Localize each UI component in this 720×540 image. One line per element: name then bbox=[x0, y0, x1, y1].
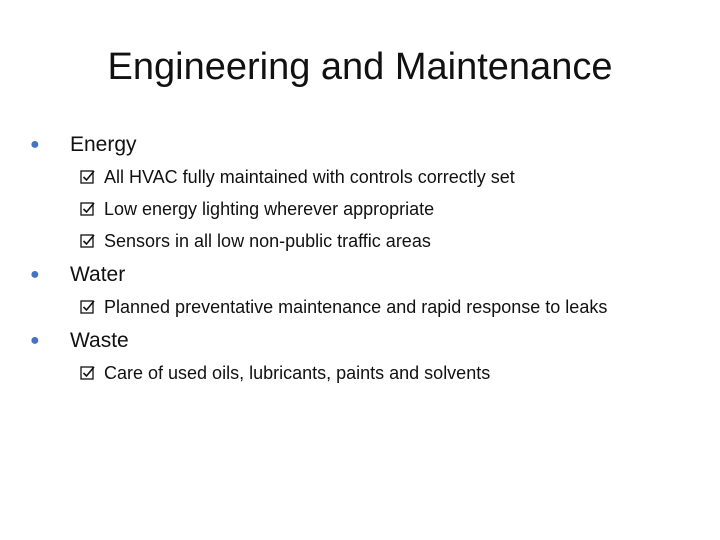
bullet-dot-icon: ● bbox=[30, 136, 40, 153]
item-text: All HVAC fully maintained with controls correctly set bbox=[104, 167, 515, 187]
slide-title: Engineering and Maintenance bbox=[107, 46, 613, 88]
item-text: Low energy lighting wherever appropriate bbox=[104, 199, 435, 219]
section-waste bbox=[30, 328, 129, 354]
list-item bbox=[80, 230, 431, 252]
checked-box-icon bbox=[80, 365, 96, 381]
checked-box-icon bbox=[80, 299, 96, 315]
section-heading: Waste bbox=[70, 329, 129, 352]
item-text: Sensors in all low non-public traffic areas bbox=[104, 231, 431, 251]
bullet-dot-icon: ● bbox=[30, 266, 40, 283]
checked-box-icon bbox=[80, 169, 96, 185]
item-text: Care of used oils, lubricants, paints and solvents bbox=[104, 363, 491, 383]
list-item bbox=[80, 362, 490, 384]
section-heading: Water bbox=[70, 263, 126, 286]
list-item bbox=[80, 166, 515, 188]
section-water bbox=[30, 262, 125, 288]
section-heading: Energy bbox=[70, 133, 137, 156]
list-item bbox=[80, 296, 607, 318]
bullet-dot-icon: ● bbox=[30, 332, 40, 349]
item-text: Planned preventative maintenance and rapid response to leaks bbox=[104, 297, 608, 317]
section-energy bbox=[30, 132, 137, 158]
checked-box-icon bbox=[80, 233, 96, 249]
list-item bbox=[80, 198, 434, 220]
checked-box-icon bbox=[80, 201, 96, 217]
